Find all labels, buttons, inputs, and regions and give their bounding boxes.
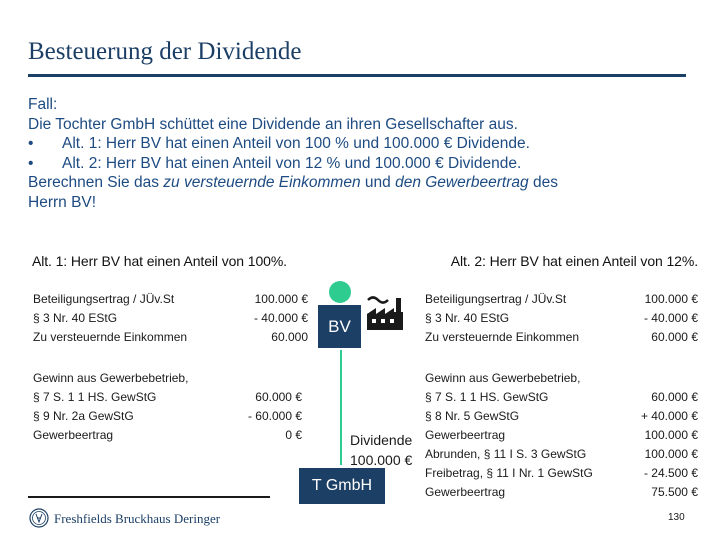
connector-line [340,350,342,465]
alt2-heading: Alt. 2: Herr BV hat einen Anteil von 12%. [450,253,698,269]
alt1-row-label: Beteiligungsertrag / JÜv.St [33,292,175,306]
company-tgmbh-box: T GmbH [299,468,385,504]
alt1-trade-label: § 9 Nr. 2a GewStG [33,409,134,423]
alt1-trade-label: § 7 S. 1 1 HS. GewStG [33,390,157,404]
dividend-label [350,430,412,470]
case-task-line2: Herrn BV! [28,193,97,211]
task-mid: und [360,174,396,192]
alt2-row-value: - 40.000 € [643,311,698,325]
alt1-trade-label: Gewinn aus Gewerbebetrieb, [33,371,189,385]
alt1-income-values [226,290,308,347]
alt1-income-labels [33,290,187,347]
alt2-trade-label: Abrunden, § 11 I S. 3 GewStG [425,447,587,461]
alt2-trade-label: Gewerbeertrag [425,428,506,442]
alt1-row-label: Zu versteuernde Einkommen [33,330,188,344]
task-prefix: Berechnen Sie das [28,174,164,192]
alt2-trade-value: + 40.000 € [640,409,698,423]
slide-title: Besteuerung der Dividende [28,38,302,65]
case-label: Fall: [28,96,58,113]
alt2-trade-values [600,388,698,502]
person-head-icon [329,281,351,303]
alt1-trade-value: - 60.000 € [247,409,302,423]
alt2-trade-labels [425,369,593,502]
alt2-trade-value: 60.000 € [651,390,698,404]
bullet: • [28,154,34,172]
task-emphasis-income: zu versteuernde Einkommen [163,174,361,192]
alt1-trade-value: 0 € [285,428,302,442]
alt1-row-value: 100.000 € [254,292,308,306]
alt2-trade-label: Freibetrag, § 11 I Nr. 1 GewStG [425,466,593,480]
alt2-row-value: 60.000 € [651,330,698,344]
alt2-row-label: Zu versteuernde Einkommen [425,330,580,344]
alt2-trade-label: § 8 Nr. 5 GewStG [425,409,520,423]
alt2-income-values [600,290,698,347]
case-alt2-text: Alt. 2: Herr BV hat einen Anteil von 12 % und 100.000 € Dividende. [62,154,522,172]
alt2-trade-value: 100.000 € [644,428,698,442]
case-task [28,173,698,193]
task-emphasis-trade-income: den Gewerbeertrag [395,174,529,192]
alt2-row-value: 100.000 € [644,292,698,306]
bullet: • [28,135,34,153]
alt1-trade-value: 60.000 € [255,390,302,404]
page-number: 130 [668,512,685,523]
alt1-row-value: 60.000 [271,330,308,344]
alt1-trade-label: Gewerbeertrag [33,428,114,442]
footer-divider [28,496,270,498]
dividend-amount: 100.000 € [350,452,413,468]
alt1-trade-values [220,388,302,445]
alt2-trade-value: 75.500 € [651,485,698,499]
case-alt1-text: Alt. 1: Herr BV hat einen Anteil von 100 % und 100.000 € Dividende. [62,135,530,153]
firm-name: Freshfields Bruckhaus Deringer [54,511,221,526]
alt2-trade-label: § 7 S. 1 1 HS. GewStG [425,390,549,404]
alt2-trade-value: 100.000 € [644,447,698,461]
alt1-heading: Alt. 1: Herr BV hat einen Anteil von 100%. [32,253,287,269]
case-intro: Die Tochter GmbH schüttet eine Dividende an ihren Gesellschafter aus. [28,115,518,133]
alt2-trade-label: Gewerbeertrag [425,485,506,499]
alt2-row-label: Beteiligungsertrag / JÜv.St [425,292,567,306]
dividend-title: Dividende [350,432,413,448]
case-alt2 [28,154,698,174]
alt2-trade-label: Gewinn aus Gewerbebetrieb, [425,371,581,385]
case-alt1 [28,134,698,154]
factory-icon [364,290,406,332]
alt2-row-label: § 3 Nr. 40 EStG [425,311,510,325]
alt2-income-labels [425,290,579,347]
firm-logo-icon [29,508,49,528]
case-description [28,95,698,213]
alt1-trade-labels [33,369,188,445]
person-bv-box: BV [318,305,361,348]
alt1-row-value: - 40.000 € [253,311,308,325]
alt2-trade-value: - 24.500 € [643,466,698,480]
task-suffix: des [528,174,558,192]
title-divider [28,74,686,77]
alt1-row-label: § 3 Nr. 40 EStG [33,311,118,325]
